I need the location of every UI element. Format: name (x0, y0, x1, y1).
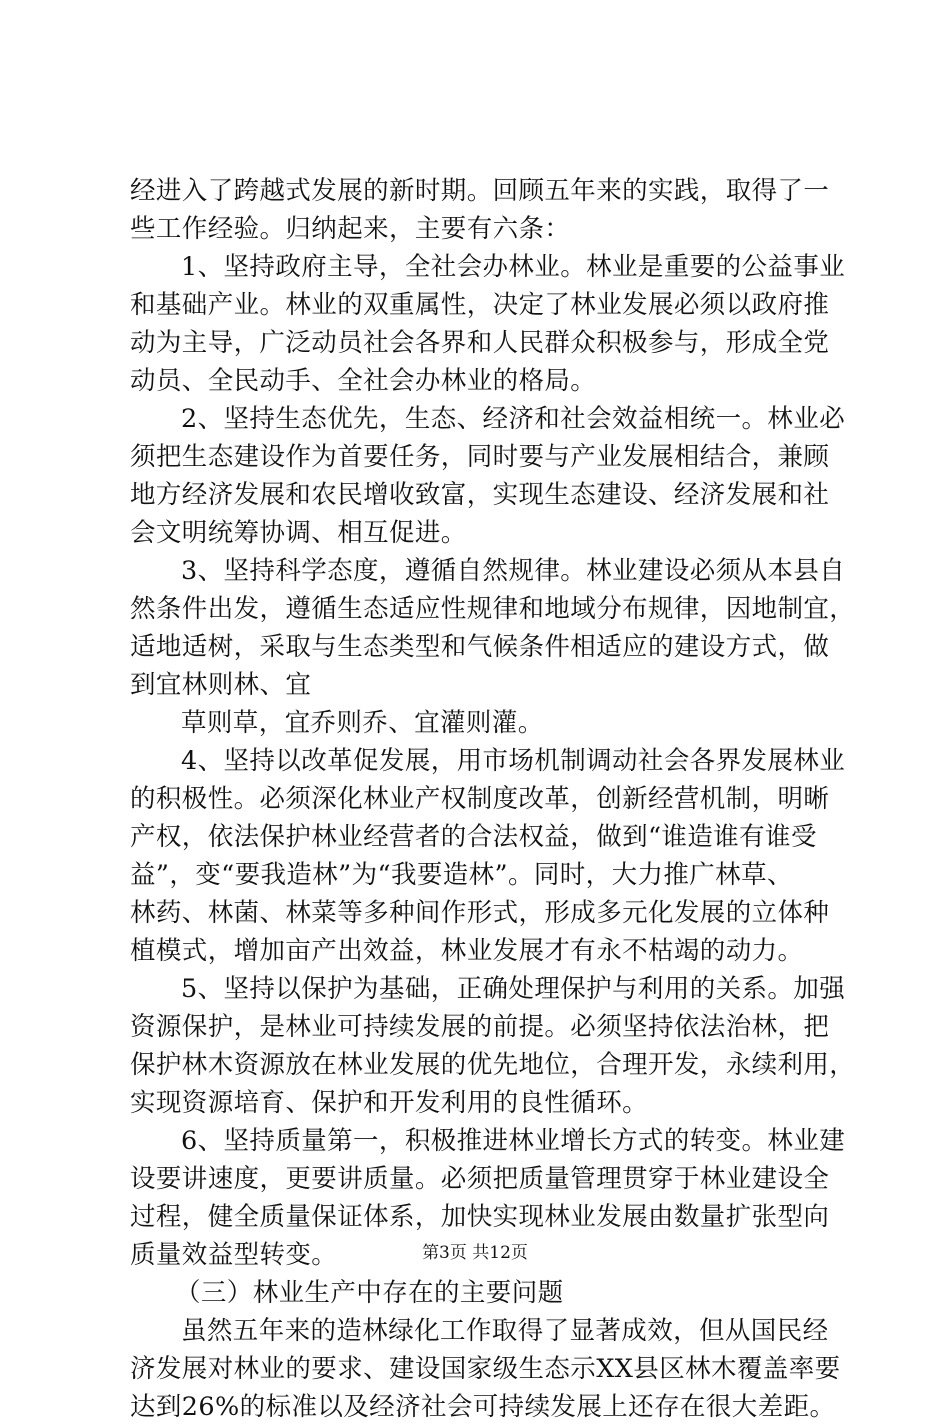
page-number-label: 第3页 共12页 (422, 1243, 528, 1263)
section-heading: （三）林业生产中存在的主要问题 (175, 1278, 564, 1308)
text-line-12: 然条件出发，遵循生态适应性规律和地域分布规律，因地制宜， (130, 594, 856, 624)
text-line-13: 适地适树，采取与生态类型和气候条件相适应的建设方式，做 (130, 632, 830, 662)
text-line-16: 4、坚持以改革促发展，用市场机制调动社会各界发展林业 (181, 746, 846, 776)
text-line-31: 虽然五年来的造林绿化工作取得了显著成效，但从国民经 (181, 1316, 829, 1346)
text-line-33: 达到26%的标准以及经济社会可持续发展上还存在很大差距。 (130, 1392, 836, 1422)
text-line-8: 须把生态建设作为首要任务，同时要与产业发展相结合，兼顾 (130, 442, 830, 472)
text-line-27: 设要讲速度，更要讲质量。必须把质量管理贯穿于林业建设全 (130, 1164, 830, 1194)
text-line-10: 会文明统筹协调、相互促进。 (130, 518, 467, 548)
text-line-32: 济发展对林业的要求、建设国家级生态示XX县区林木覆盖率要 (130, 1354, 841, 1384)
text-line-11: 3、坚持科学态度，遵循自然规律。林业建设必须从本县自 (181, 556, 846, 586)
text-line-26: 6、坚持质量第一，积极推进林业增长方式的转变。林业建 (181, 1126, 846, 1156)
text-line-3: 1、坚持政府主导，全社会办林业。林业是重要的公益事业 (181, 252, 846, 282)
text-line-25: 实现资源培育、保护和开发利用的良性循环。 (130, 1088, 649, 1118)
text-line-18: 产权，依法保护林业经营者的合法权益，做到“谁造谁有谁受 (130, 822, 817, 852)
text-line-20: 林药、林菌、林菜等多种间作形式，形成多元化发展的立体种 (130, 898, 830, 928)
text-line-4: 和基础产业。林业的双重属性，决定了林业发展必须以政府推 (130, 290, 830, 320)
text-line-22: 5、坚持以保护为基础，正确处理保护与利用的关系。加强 (181, 974, 846, 1004)
text-line-29: 质量效益型转变。 (130, 1240, 338, 1270)
document-body (130, 172, 856, 1426)
text-line-15: 草则草，宜乔则乔、宜灌则灌。 (181, 708, 544, 738)
text-line-7: 2、坚持生态优先，生态、经济和社会效益相统一。林业必 (181, 404, 846, 434)
page-footer (0, 1241, 950, 1265)
text-line-21: 植模式，增加亩产出效益，林业发展才有永不枯竭的动力。 (130, 936, 804, 966)
text-line-17: 的积极性。必须深化林业产权制度改革，创新经营机制，明晰 (130, 784, 830, 814)
text-line-9: 地方经济发展和农民增收致富，实现生态建设、经济发展和社 (130, 480, 830, 510)
text-line-23: 资源保护，是林业可持续发展的前提。必须坚持依法治林，把 (130, 1012, 830, 1042)
text-line-24: 保护林木资源放在林业发展的优先地位，合理开发，永续利用， (130, 1050, 856, 1080)
text-line-5: 动为主导，广泛动员社会各界和人民群众积极参与，形成全党 (130, 328, 830, 358)
text-line-2: 些工作经验。归纳起来，主要有六条： (130, 214, 571, 244)
text-line-1: 经进入了跨越式发展的新时期。回顾五年来的实践，取得了一 (130, 176, 830, 206)
text-line-19: 益”，变“要我造林”为“我要造林”。同时，大力推广林草、 (130, 860, 793, 890)
text-line-6: 动员、全民动手、全社会办林业的格局。 (130, 366, 597, 396)
text-line-14: 到宜林则林、宜 (130, 670, 312, 700)
text-line-28: 过程，健全质量保证体系，加快实现林业发展由数量扩张型向 (130, 1202, 830, 1232)
